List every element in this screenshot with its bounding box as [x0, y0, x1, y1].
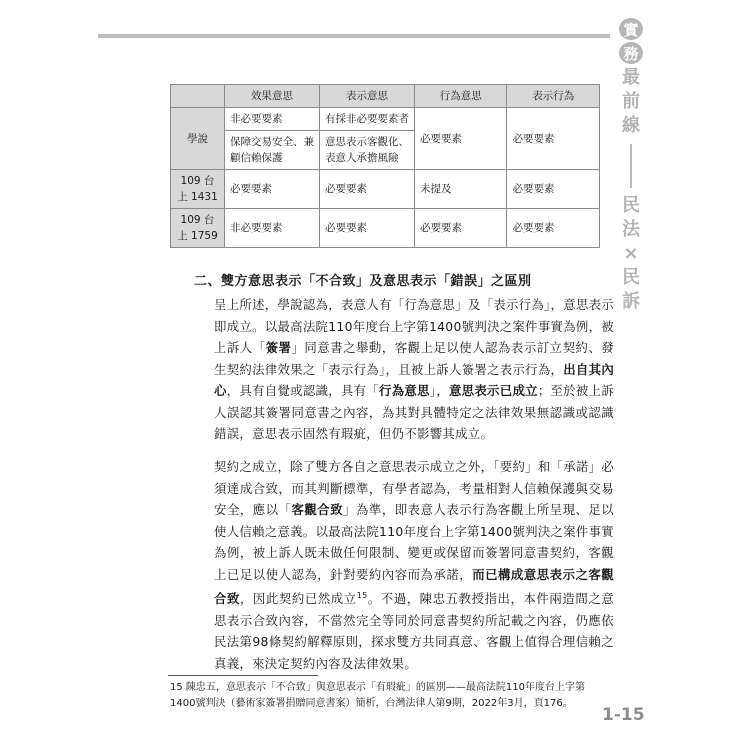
table-cell: 必要要素	[507, 209, 600, 248]
table-header-row	[171, 85, 600, 108]
bold-run: 意思表示已成立	[448, 383, 538, 398]
table-cell: 必要要素	[507, 170, 600, 209]
title-char: 訴	[622, 291, 640, 312]
text-run: 」為準，即表意人表示行為客觀上所呈現、足以使人信賴之意義。以最高法院110年度台上字第1400號判決之案件事實為例，被上訴人既未做任何限制、變更或保留而簽署同意書契約，客觀上已足以使人認為，針對要約內容而為承諾，	[214, 502, 614, 582]
page-number: 1-15	[602, 705, 645, 725]
text-run: 契約之成立，除了雙方各自之意思表示成立之外，「要約」和「承諾」必須達成合致，而其判斷標準，有學者認為，考量相對人信賴保護與交易安全，應以「	[214, 459, 614, 517]
title-char: 前	[622, 91, 640, 112]
badge-char-1: 實	[619, 18, 643, 40]
row-label-1431: 109 台上 1431	[171, 170, 225, 209]
section-heading: 二、雙方意思表示「不合致」及意思表示「錯誤」之區別	[194, 274, 532, 289]
paragraph-2	[214, 456, 614, 674]
badge-char-2: 務	[619, 42, 643, 64]
title-char: 線	[622, 115, 640, 136]
bold-run: 行為意思	[379, 383, 430, 398]
side-divider	[630, 144, 632, 188]
text-run: ；至於被上訴人誤認其簽署同意書之內容，為其對具體特定之法律效果無認識或認識錯誤，意思表示固然有瑕疵，但仍不影響其成立。	[214, 383, 614, 441]
paragraph-1	[214, 294, 614, 445]
row-label-doctrine: 學說	[171, 108, 225, 170]
header-action-intent: 行為意思	[414, 85, 507, 108]
table-cell: 必要要素	[414, 108, 507, 170]
bold-run: 出自其內心	[214, 361, 615, 398]
text-run: 呈上所述，學說認為，表意人有「行為意思」及「表示行為」，意思表示即成立。以最高法院110年度台上字第1400號判決之案件事實為例，被上訴人「	[214, 297, 614, 355]
table-cell: 非必要要素	[224, 108, 319, 131]
header-empty	[171, 85, 225, 108]
top-rule	[98, 34, 610, 38]
table-row	[171, 108, 600, 131]
title-char: 最	[622, 67, 640, 88]
title-char: 民	[622, 195, 640, 216]
header-expressive-act: 表示行為	[507, 85, 600, 108]
table-cell: 必要要素	[224, 170, 319, 209]
bold-run: 簽署	[265, 340, 292, 355]
bold-run: 客觀合致	[291, 502, 344, 517]
table-cell: 必要要素	[319, 170, 414, 209]
header-effect-intent: 效果意思	[224, 85, 319, 108]
title-char: 民	[622, 267, 640, 288]
table-cell: 必要要素	[319, 209, 414, 248]
text-run: ，因此契約已然成立	[239, 591, 357, 607]
table-cell: 必要要素	[507, 108, 600, 170]
row-label-1759: 109 台上 1759	[171, 209, 225, 248]
text-run: 」同意書之舉動，客觀上足以使人認為表示訂立契約、發生契約法律效果之「表示行為」，且被上訴人簽署之表示行為，	[214, 340, 614, 377]
title-char: 法	[622, 219, 640, 240]
title-char: ×	[623, 243, 639, 264]
text-run: 。不過，陳忠五教授指出，本件兩造間之意思表示合致內容，不當然完全等同於同意書契約所記載之內容，仍應依民法第98條契約解釋原則，探求雙方共同真意、客觀上值得合理信賴之真義，來決定契約內容及法律效果。	[214, 591, 614, 671]
header-expression-intent: 表示意思	[319, 85, 414, 108]
text-run: ，具有自覺或認識，具有「	[226, 383, 380, 398]
table-row	[171, 209, 600, 248]
table-cell: 意思表示客觀化、表意人承擔風險	[319, 131, 414, 170]
table-cell: 保障交易安全、兼顧信賴保護	[224, 131, 319, 170]
text-run: 」，	[429, 383, 449, 398]
table-cell: 非必要要素	[224, 209, 319, 248]
table-cell: 未提及	[414, 170, 507, 209]
side-title	[616, 18, 646, 314]
bold-run: 而已構成意思表示之客觀合致	[214, 566, 614, 607]
footnote: 15 陳忠五，意思表示「不合致」與意思表示「有瑕疵」的區別——最高法院110年度台上字第1400號判決（藝術家簽署捐贈同意書案）簡析，台灣法律人第9期，2022年3月，頁176。	[170, 682, 585, 709]
table-cell: 必要要素	[414, 209, 507, 248]
footnote-ref[interactable]: 15	[356, 591, 368, 600]
comparison-table	[170, 84, 600, 248]
table-row	[171, 170, 600, 209]
footnote-rule	[168, 675, 318, 676]
table-cell: 有採非必要要素者	[319, 108, 414, 131]
